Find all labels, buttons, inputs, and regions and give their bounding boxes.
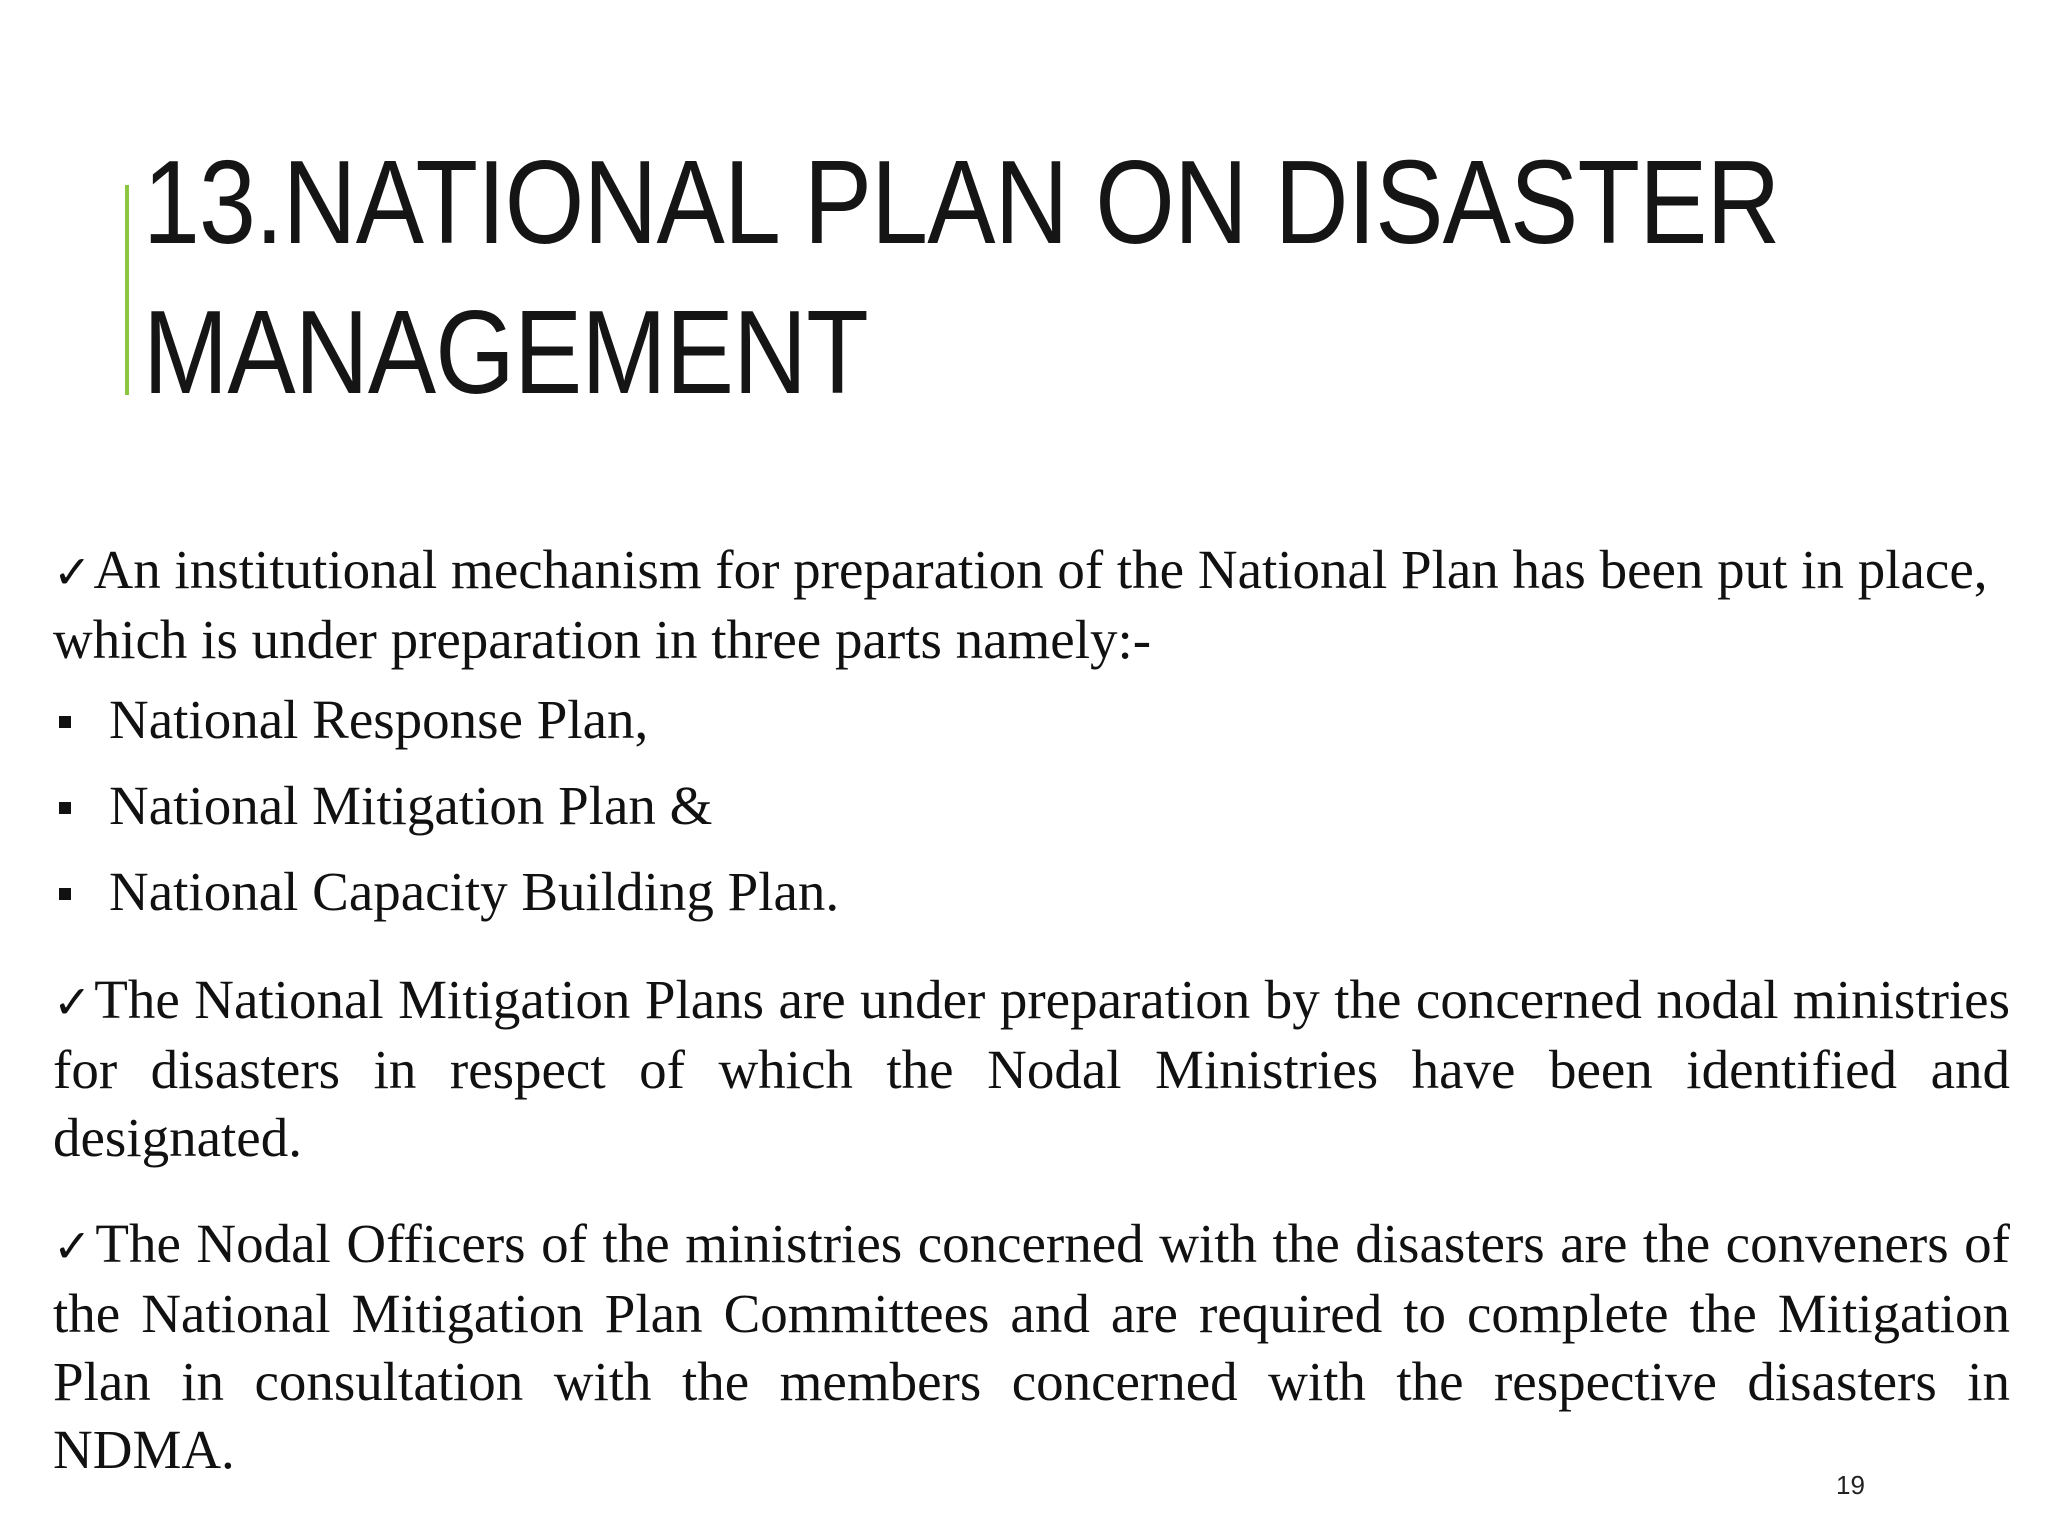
square-bullet-icon: [59, 802, 71, 814]
square-bullet-icon: [59, 716, 71, 728]
paragraph-3-text: The Nodal Officers of the ministries concerned with the disasters are the conveners of the National Mitigation Plan Committees and are required to complete the Mitigation Plan in consultation with the members concerned with the respective disasters in NDMA.: [53, 1213, 2010, 1480]
slide-title-line-2: MANAGEMENT: [143, 286, 868, 419]
list-item-text: National Capacity Building Plan.: [109, 861, 840, 922]
slide-title: [143, 128, 1780, 428]
list-item: [53, 772, 839, 858]
square-bullet-icon: [59, 888, 71, 900]
paragraph-1: [53, 536, 2010, 674]
paragraph-2: [53, 966, 2010, 1172]
list-item-text: National Mitigation Plan &: [109, 775, 713, 836]
page-number: 19: [1836, 1470, 1865, 1500]
checkmark-icon: ✓: [53, 545, 92, 599]
slide-title-line-1: 13.NATIONAL PLAN ON DISASTER: [143, 136, 1780, 269]
checkmark-icon: ✓: [53, 975, 93, 1029]
paragraph-1-text: An institutional mechanism for preparation of the National Plan has been put in place, which is under preparation in three parts namely:-: [53, 539, 1988, 670]
list-item: [53, 686, 839, 772]
plan-parts-list: [53, 686, 839, 944]
paragraph-2-text: The National Mitigation Plans are under preparation by the concerned nodal ministries for disasters in respect of which the Nodal Ministries have been identified and designated.: [53, 969, 2010, 1168]
list-item-text: National Response Plan,: [109, 689, 649, 750]
checkmark-icon: ✓: [53, 1219, 94, 1273]
paragraph-3: [53, 1210, 2010, 1484]
title-accent-bar: [125, 185, 129, 395]
list-item: [53, 858, 839, 944]
